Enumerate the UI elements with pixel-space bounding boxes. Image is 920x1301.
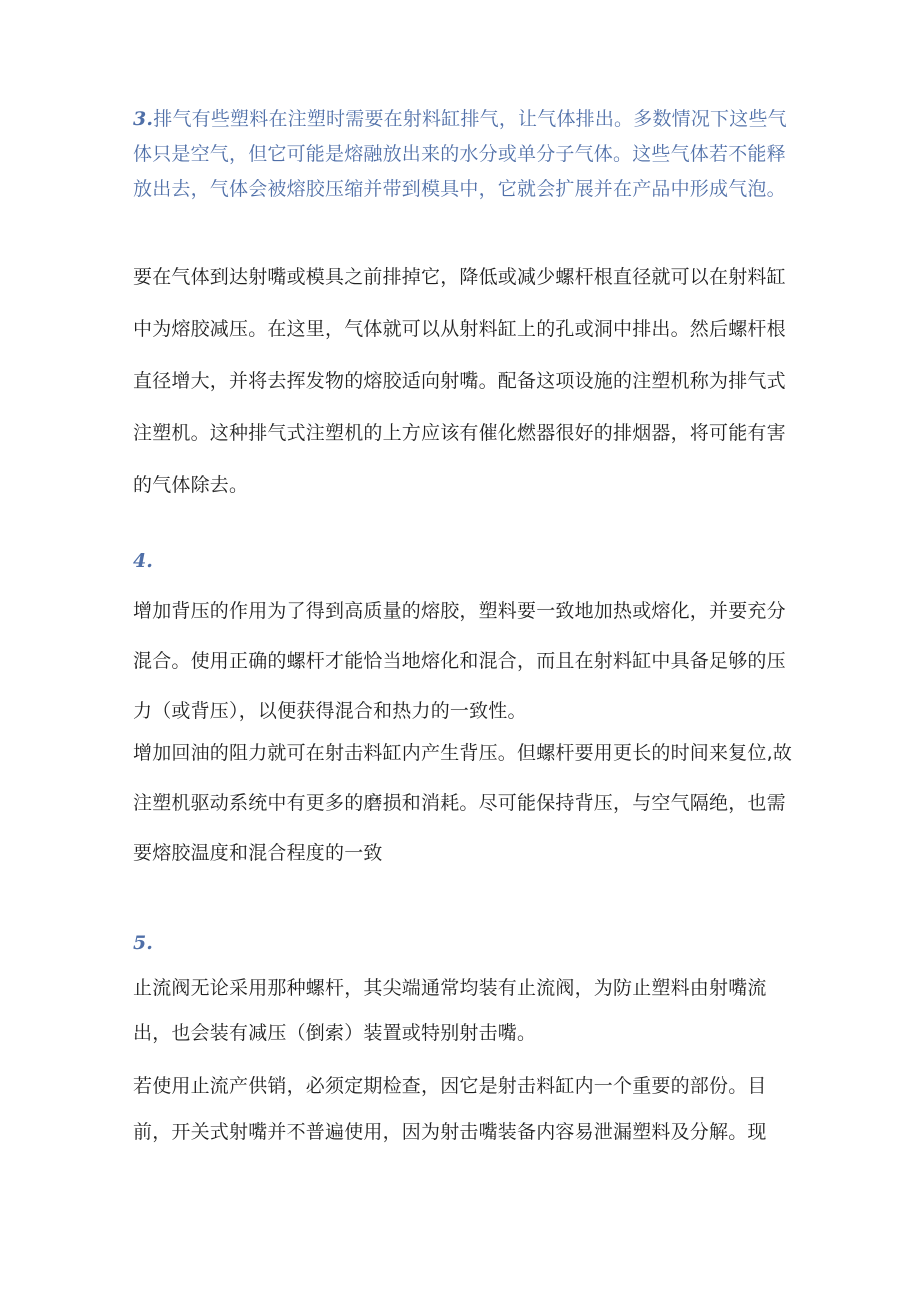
section-5-number: 5. <box>133 932 153 954</box>
section-4-number: 4. <box>133 550 153 572</box>
section-4-paragraph-1: 增加背压的作用为了得到高质量的熔胶，塑料要一致地加热或熔化，并要充分混合。使用正确的螺杆才能恰当地熔化和混合，而且在射料缸中具备足够的压力（或背压），以便获得混合和热力的一致性。 <box>133 600 786 722</box>
section-4-paragraph-2: 增加回油的阻力就可在射击料缸内产生背压。但螺杆要用更长的时间来复位,故注塑机驱动系统中有更多的磨损和消耗。尽可能保持背压，与空气隔绝，也需要熔胶温度和混合程度的一致 <box>133 742 793 864</box>
section-3-intro-text: 排气有些塑料在注塑时需要在射料缸排气，让气体排出。多数情况下这些气体只是空气，但它可能是熔融放出来的水分或单分子气体。这些气体若不能释放出去，气体会被熔胶压缩并带到模具中，它就会扩展并在产品中形成气泡。 <box>133 108 787 200</box>
section-5-paragraph-2: 若使用止流产供销，必须定期检查，因它是射击料缸内一个重要的部份。目前，开关式射嘴并不普遍使用，因为射击嘴装备内容易泄漏塑料及分解。现 <box>133 1075 767 1143</box>
section-5-paragraph-1: 止流阀无论采用那种螺杆，其尖端通常均装有止流阀，为防止塑料由射嘴流出，也会装有减压（倒索）装置或特别射击嘴。 <box>133 977 767 1044</box>
section-3-body: 要在气体到达射嘴或模具之前排掉它，降低或减少螺杆根直径就可以在射料缸中为熔胶减压。在这里，气体就可以从射料缸上的孔或洞中排出。然后螺杆根直径增大，并将去挥发物的熔胶适向射嘴。配备这项设施的注塑机称为排气式注塑机。这种排气式注塑机的上方应该有催化燃器很好的排烟器，将可能有害的气体除去。 <box>133 266 786 496</box>
section-3-intro <box>133 102 793 207</box>
section-3-number: 3. <box>133 108 154 130</box>
